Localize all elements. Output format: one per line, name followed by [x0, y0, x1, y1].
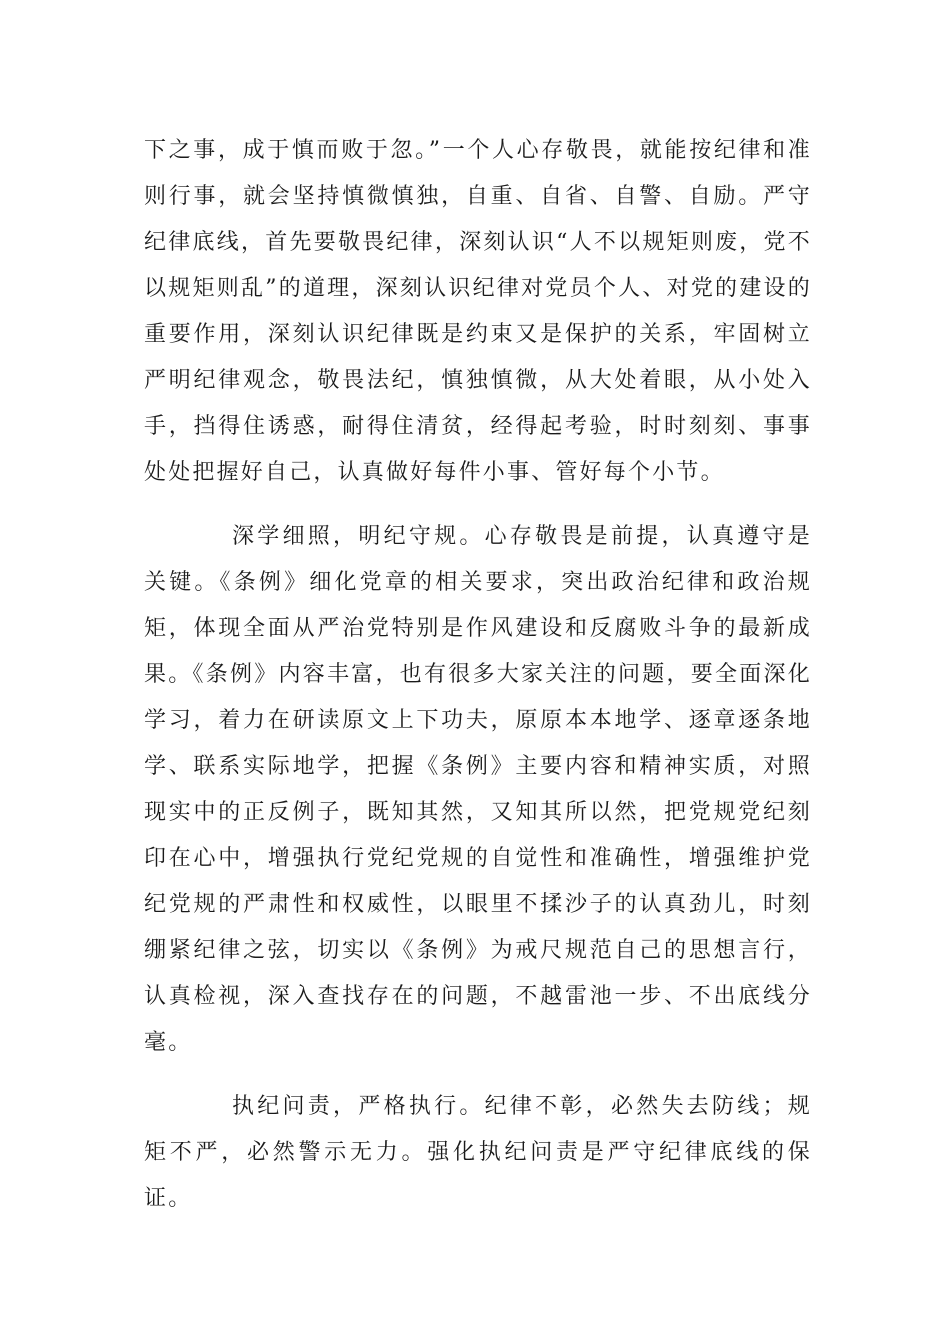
paragraph-enforce-discipline: 执纪问责，严格执行。纪律不彰，必然失去防线；规矩不严，必然警示无力。强化执纪问责是严守纪律底线的保证。	[144, 1094, 812, 1211]
document-body	[144, 128, 812, 1222]
paragraph-continuation: 下之事，成于慎而败于忽。”一个人心存敬畏，就能按纪律和准则行事，就会坚持慎微慎独，自重、自省、自警、自励。严守纪律底线，首先要敬畏纪律，深刻认识“人不以规矩则废，党不以规矩则乱”的道理，深刻认识纪律对党员个人、对党的建设的重要作用，深刻认识纪律既是约束又是保护的关系，牢固树立严明纪律观念，敬畏法纪，慎独慎微，从大处着眼，从小处入手，挡得住诱惑，耐得住清贫，经得起考验，时时刻刻、事事处处把握好自己，认真做好每件小事、管好每个小节。	[144, 138, 812, 485]
paragraph-study-rules: 深学细照，明纪守规。心存敬畏是前提，认真遵守是关键。《条例》细化党章的相关要求，突出政治纪律和政治规矩，体现全面从严治党特别是作风建设和反腐败斗争的最新成果。《条例》内容丰富，也有很多大家关注的问题，要全面深化学习，着力在研读原文上下功夫，原原本本地学、逐章逐条地学、联系实际地学，把握《条例》主要内容和精神实质，对照现实中的正反例子，既知其然，又知其所以然，把党规党纪刻印在心中，增强执行党纪党规的自觉性和准确性，增强维护党纪党规的严肃性和权威性，以眼里不揉沙子的认真劲儿，时刻绷紧纪律之弦，切实以《条例》为戒尺规范自己的思想言行，认真检视，深入查找存在的问题，不越雷池一步、不出底线分毫。	[144, 524, 812, 1055]
